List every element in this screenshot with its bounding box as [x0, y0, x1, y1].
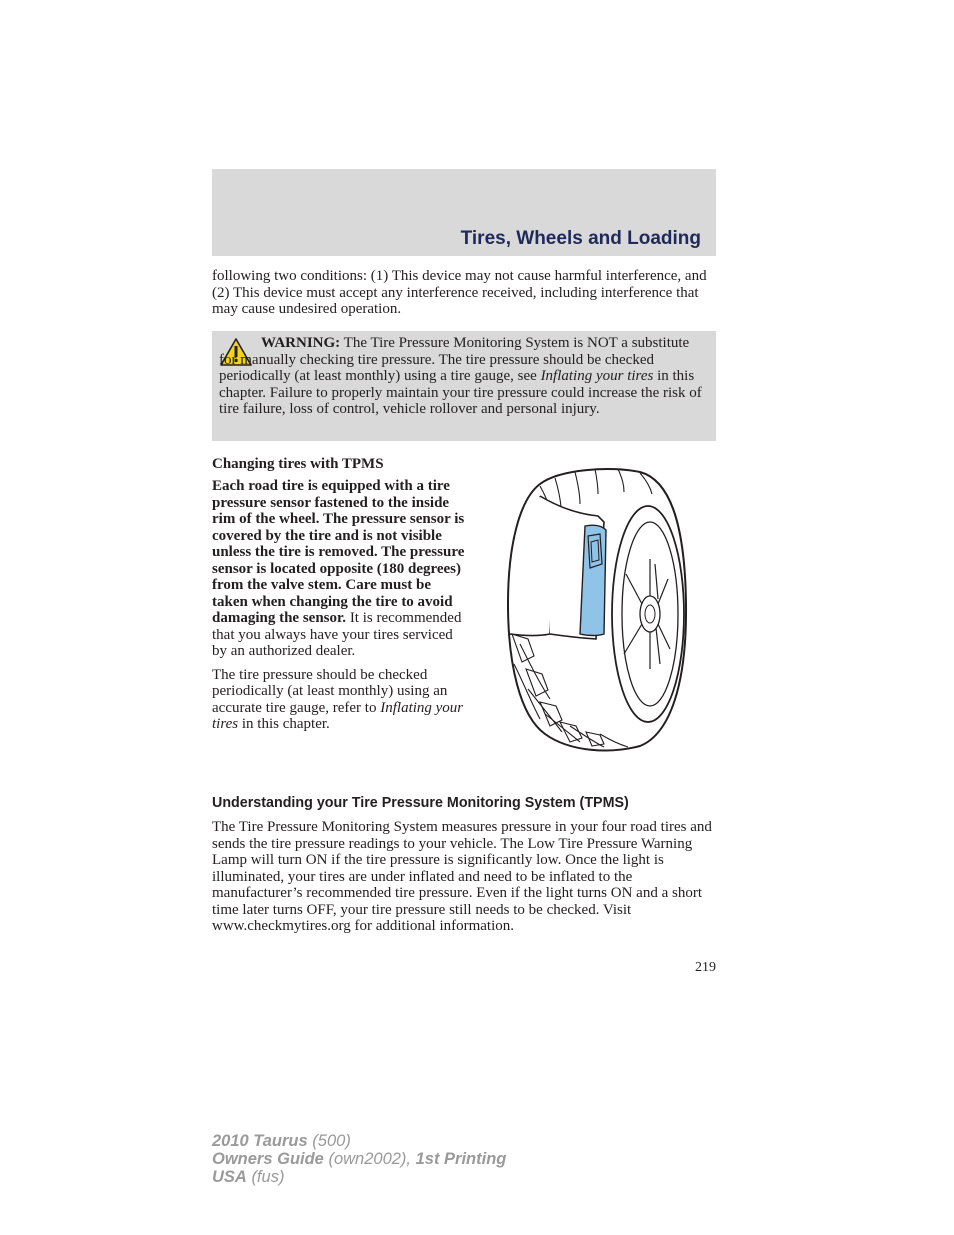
warning-text [219, 335, 709, 418]
footer-line-3 [212, 1168, 506, 1186]
warning-box [212, 331, 716, 441]
page-number: 219 [695, 960, 716, 975]
page-title: Tires, Wheels and Loading [460, 228, 701, 249]
footer-line-2 [212, 1150, 506, 1168]
sensor-bold-text: Each road tire is equipped with a tire pressure sensor fastened to the inside rim of the wheel. The pressure sensor is covered by the tire and is not visible unless the tire is removed. The pressure sensor is located opposite (180 degrees) from the valve stem. Care must be taken when changing the tire to avoid damaging the sensor. [212, 478, 465, 626]
footer-guide-code: (own2002), [328, 1150, 412, 1168]
footer [212, 1132, 506, 1186]
tpms-paragraph: The Tire Pressure Monitoring System measures pressure in your four road tires and sends the tire pressure readings to your vehicle. The Low Tire Pressure Warning Lamp will turn ON if the tire pressure is significantly low. Once the light is illuminated, your tires are under inflated and need to be inflated to the manufacturer’s recommended tire pressure. Even if the light turns ON and a short time later turns OFF, your tire pressure still needs to be checked. Visit www.checkmytires.org for additional information. [212, 819, 712, 934]
footer-printing: 1st Printing [415, 1150, 507, 1168]
footer-model-code: (500) [312, 1132, 351, 1150]
warning-link-inflating: Inflating your tires [540, 368, 654, 384]
footer-guide: Owners Guide [212, 1150, 324, 1168]
check-pressure-link: Inflating your tires [212, 699, 464, 732]
changing-tires-column [212, 478, 470, 740]
sensor-normal-text: It is recommended that you always have your tires serviced by an authorized dealer. [212, 610, 462, 659]
check-pressure-paragraph [212, 667, 470, 733]
changing-tires-heading: Changing tires with TPMS [212, 456, 384, 472]
footer-region: USA [212, 1168, 247, 1186]
changing-tires-paragraph [212, 478, 470, 660]
footer-region-code: (fus) [251, 1168, 285, 1186]
intro-paragraph: following two conditions: (1) This device may not cause harmful interference, and (2) This device must accept any interference received, including interference that may cause undesired operation. [212, 268, 707, 317]
check-pressure-text-a: The tire pressure should be checked periodically (at least monthly) using an accurate tire gauge, refer to [212, 666, 448, 716]
footer-line-1 [212, 1132, 506, 1150]
warning-body-a: The Tire Pressure Monitoring System is NOT a substitute for manually checking tire pressure. The tire pressure should be checked periodically (at least monthly) using a tire gauge, see [219, 335, 690, 384]
warning-label: WARNING: [261, 335, 341, 351]
check-pressure-text-b: in this chapter. [241, 716, 330, 732]
tpms-heading: Understanding your Tire Pressure Monitoring System (TPMS) [212, 795, 629, 811]
warning-body-b: in this chapter. Failure to properly maintain your tire pressure could increase the risk of tire failure, loss of control, vehicle rollover and personal injury. [219, 368, 702, 417]
tire-sensor-illustration [500, 464, 690, 754]
header-band [212, 169, 716, 256]
footer-model: 2010 Taurus [212, 1132, 308, 1150]
